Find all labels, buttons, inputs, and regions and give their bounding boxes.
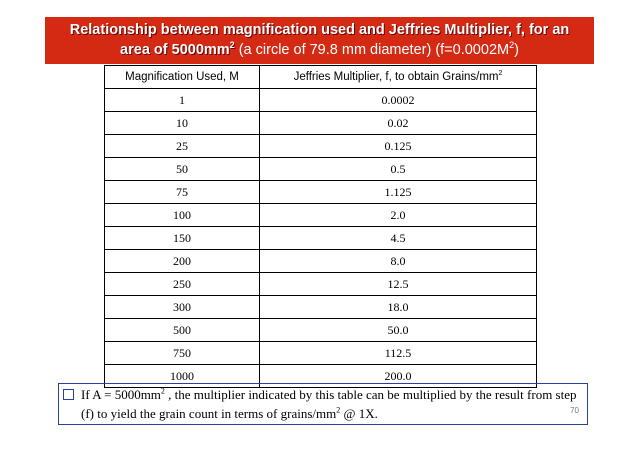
title-line-2 bbox=[45, 40, 594, 60]
cell-multiplier: 2.0 bbox=[260, 204, 537, 227]
header-multiplier bbox=[260, 66, 537, 89]
note-text bbox=[81, 385, 581, 423]
checkbox-bullet-icon bbox=[63, 389, 74, 400]
cell-magnification: 1 bbox=[105, 89, 260, 112]
cell-multiplier: 0.0002 bbox=[260, 89, 537, 112]
cell-multiplier: 12.5 bbox=[260, 273, 537, 296]
jeffries-multiplier-table bbox=[104, 65, 537, 388]
cell-magnification: 75 bbox=[105, 181, 260, 204]
cell-magnification: 10 bbox=[105, 112, 260, 135]
table-row bbox=[105, 181, 537, 204]
cell-magnification: 750 bbox=[105, 342, 260, 365]
table-row bbox=[105, 319, 537, 342]
table-row bbox=[105, 296, 537, 319]
cell-magnification: 300 bbox=[105, 296, 260, 319]
header-magnification-label: Magnification Used, M bbox=[125, 71, 239, 83]
cell-multiplier: 0.02 bbox=[260, 112, 537, 135]
header-multiplier-label: Jeffries Multiplier, f, to obtain Grains/mm bbox=[293, 71, 499, 83]
header-multiplier-superscript: 2 bbox=[498, 70, 503, 78]
table-row bbox=[105, 204, 537, 227]
title-formula-superscript: 2 bbox=[509, 40, 515, 51]
note-text-part-2: , the multiplier indicated by this table can be multiplied by the result from step (f) to yield the grain count in terms of grains/mm bbox=[81, 387, 577, 421]
cell-multiplier: 0.5 bbox=[260, 158, 537, 181]
cell-multiplier: 200.0 bbox=[260, 365, 537, 388]
title-banner bbox=[45, 17, 594, 64]
table-row bbox=[105, 158, 537, 181]
cell-magnification: 500 bbox=[105, 319, 260, 342]
title-area-superscript: 2 bbox=[229, 40, 235, 51]
cell-magnification: 150 bbox=[105, 227, 260, 250]
cell-multiplier: 18.0 bbox=[260, 296, 537, 319]
table-row bbox=[105, 89, 537, 112]
cell-multiplier: 1.125 bbox=[260, 181, 537, 204]
cell-magnification: 50 bbox=[105, 158, 260, 181]
cell-magnification: 200 bbox=[105, 250, 260, 273]
note-box bbox=[58, 383, 588, 425]
table-row bbox=[105, 273, 537, 296]
cell-magnification: 1000 bbox=[105, 365, 260, 388]
title-closing-paren: ) bbox=[514, 42, 519, 58]
cell-magnification: 25 bbox=[105, 135, 260, 158]
title-line-1-text: Relationship between magnification used and Jeffries Multiplier, f, for an bbox=[69, 22, 570, 38]
header-magnification bbox=[105, 66, 260, 89]
note-text-part-3: @ 1X. bbox=[340, 406, 378, 421]
cell-magnification: 250 bbox=[105, 273, 260, 296]
table-row bbox=[105, 112, 537, 135]
note-text-part-1: If A = 5000mm bbox=[81, 387, 161, 402]
cell-multiplier: 112.5 bbox=[260, 342, 537, 365]
table-header-row bbox=[105, 66, 537, 89]
table-row bbox=[105, 135, 537, 158]
cell-multiplier: 8.0 bbox=[260, 250, 537, 273]
title-area-text: area of 5000mm bbox=[120, 42, 230, 58]
title-line-1 bbox=[45, 20, 594, 40]
title-circle-text: (a circle of 79.8 mm diameter) (f=0.0002M bbox=[234, 42, 510, 58]
cell-multiplier: 4.5 bbox=[260, 227, 537, 250]
table-row bbox=[105, 227, 537, 250]
table-row bbox=[105, 342, 537, 365]
cell-multiplier: 50.0 bbox=[260, 319, 537, 342]
cell-magnification: 100 bbox=[105, 204, 260, 227]
page-number: 70 bbox=[570, 406, 579, 415]
cell-multiplier: 0.125 bbox=[260, 135, 537, 158]
note-superscript-1: 2 bbox=[160, 386, 165, 396]
table-row bbox=[105, 250, 537, 273]
note-superscript-2: 2 bbox=[336, 405, 341, 415]
